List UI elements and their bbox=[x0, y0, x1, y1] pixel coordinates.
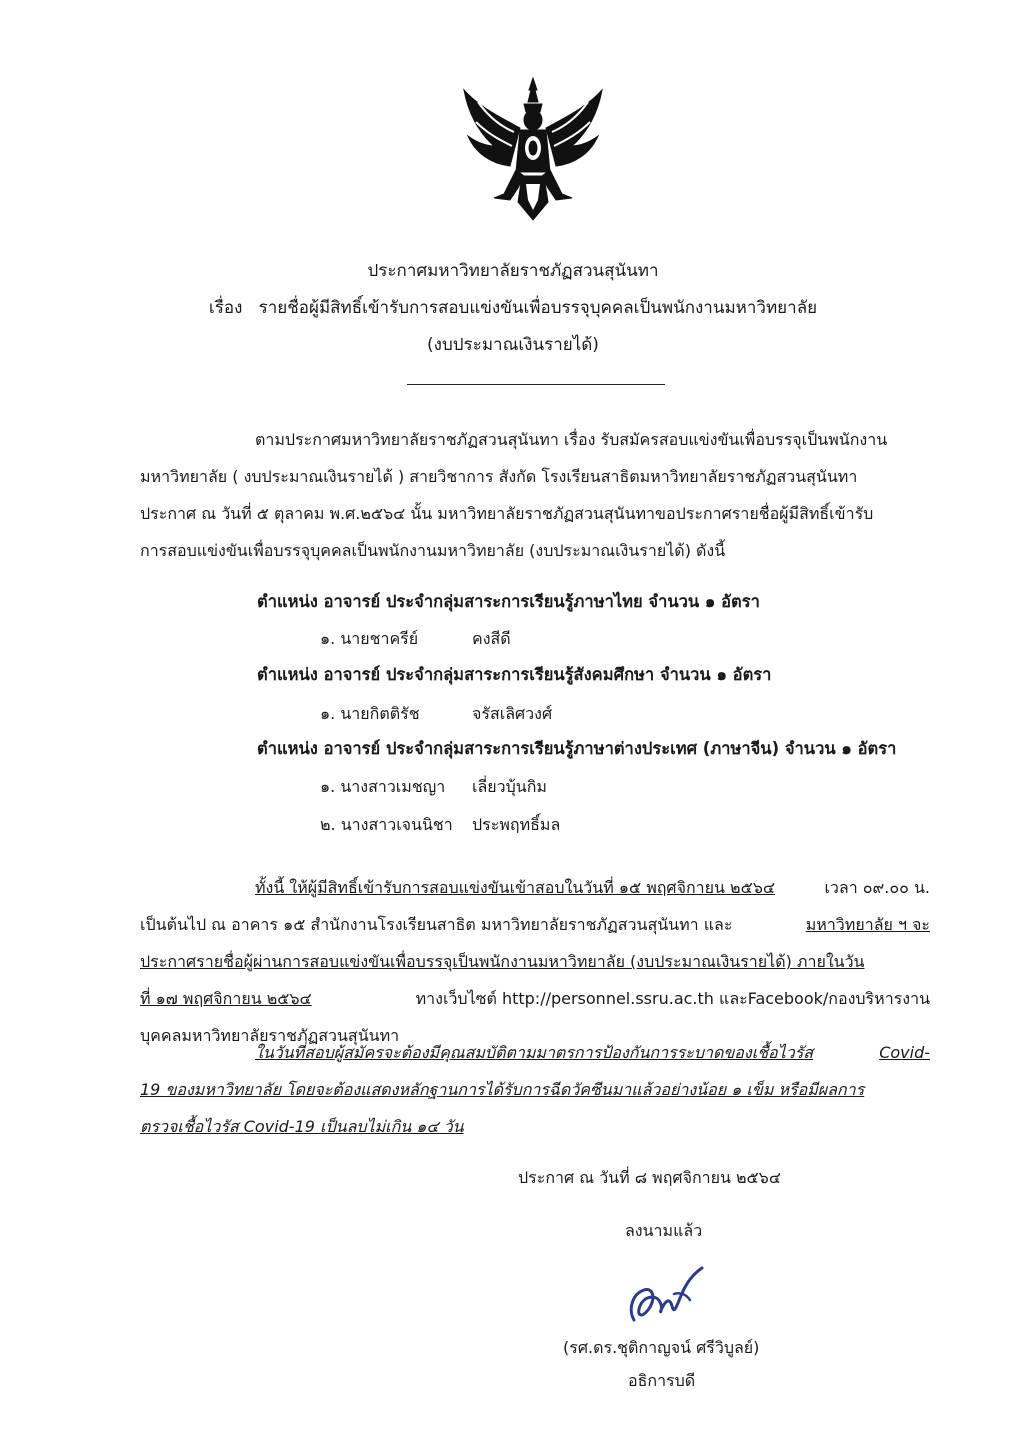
candidate-surname: จรัสเลิศวงศ์ bbox=[472, 704, 553, 723]
subject-label: เรื่อง bbox=[208, 298, 243, 318]
announcement-date: ประกาศ ณ วันที่ ๘ พฤศจิกายน ๒๕๖๔ bbox=[518, 1168, 781, 1187]
header-divider bbox=[407, 384, 665, 385]
signed-note: ลงนามแล้ว bbox=[625, 1221, 703, 1240]
intro-line-4: การสอบแข่งขันเพื่อบรรจุบุคคลเป็นพนักงานมหาวิทยาลัย (งบประมาณเงินรายได้) ดังนี้ bbox=[140, 541, 726, 560]
covid-line-3: ตรวจเชื้อไวรัส Covid-19 เป็นลบไม่เกิน ๑๔ วัน bbox=[140, 1117, 464, 1136]
intro-line-3: ประกาศ ณ วันที่ ๕ ตุลาคม พ.ศ.๒๕๖๔ นั้น มหาวิทยาลัยราชภัฏสวนสุนันทาขอประกาศรายชื่อผู้มีสิทธิ์เข้ารับ bbox=[140, 504, 874, 523]
garuda-emblem-icon bbox=[458, 76, 608, 224]
exam-time-text: เวลา ๐๙.๐๐ น. bbox=[824, 878, 930, 897]
covid-line-2: 19 ของมหาวิทยาลัย โดยจะต้องแสดงหลักฐานการได้รับการฉีดวัคซีนมาแล้วอย่างน้อย ๑ เข็ม หรือมีผลการ bbox=[140, 1080, 865, 1099]
result-date-text: ที่ ๑๗ พฤศจิกายน ๒๕๖๔ bbox=[140, 989, 312, 1008]
candidate-name: ๑. นางสาวเมชญา bbox=[320, 777, 446, 796]
candidate-name: ๑. นายกิตติรัช bbox=[320, 704, 420, 723]
subject-line bbox=[0, 297, 1026, 319]
intro-line-2: มหาวิทยาลัย ( งบประมาณเงินรายได้ ) สายวิชาการ สังกัด โรงเรียนสาธิตมหาวิทยาลัยราชภัฏสวนสุนันทา bbox=[140, 467, 858, 486]
exam-paragraph bbox=[140, 869, 930, 1054]
covid-paragraph bbox=[140, 1034, 930, 1145]
announcement-title: ประกาศมหาวิทยาลัยราชภัฏสวนสุนันทา bbox=[367, 261, 659, 281]
exam-venue-text: เป็นต้นไป ณ อาคาร ๑๕ สำนักงานโรงเรียนสาธิต มหาวิทยาลัยราชภัฏสวนสุนันทา และ bbox=[140, 915, 733, 934]
exam-line-5: บุคคลมหาวิทยาลัยราชภัฏสวนสุนันทา bbox=[140, 1026, 400, 1045]
signature-icon bbox=[610, 1254, 720, 1332]
candidate-name: ๑. นายชาครีย์ bbox=[320, 629, 419, 648]
position-title-social: ตำแหน่ง อาจารย์ ประจำกลุ่มสาระการเรียนรู้สังคมศึกษา จำนวน ๑ อัตรา bbox=[257, 665, 772, 684]
result-channel-text: ทางเว็บไซต์ http://personnel.ssru.ac.th และFacebook/กองบริหารงาน bbox=[415, 989, 930, 1008]
candidate-surname: คงสีดี bbox=[472, 629, 511, 648]
candidate-surname: เลี่ยวบุ้นกิม bbox=[472, 777, 547, 796]
covid-line-1 bbox=[140, 1034, 930, 1071]
signer-role: อธิการบดี bbox=[628, 1371, 696, 1390]
intro-line-1: ตามประกาศมหาวิทยาลัยราชภัฏสวนสุนันทา เรื่อง รับสมัครสอบแข่งขันเพื่อบรรจุเป็นพนักงาน bbox=[255, 430, 888, 449]
intro-paragraph bbox=[140, 421, 930, 569]
subject-note: (งบประมาณเงินรายได้) bbox=[427, 335, 599, 355]
exam-line-3: ประกาศรายชื่อผู้ผ่านการสอบแข่งขันเพื่อบรรจุเป็นพนักงานมหาวิทยาลัย (งบประมาณเงินรายได้) ภายในวัน bbox=[140, 952, 865, 971]
position-title-chinese: ตำแหน่ง อาจารย์ ประจำกลุ่มสาระการเรียนรู้ภาษาต่างประเทศ (ภาษาจีน) จำนวน ๑ อัตรา bbox=[257, 739, 897, 758]
candidate-name: ๒. นางสาวเจนนิชา bbox=[320, 815, 453, 834]
candidate-surname: ประพฤทธิ์มล bbox=[472, 815, 561, 834]
exam-notice-text: มหาวิทยาลัย ฯ จะ bbox=[805, 915, 930, 934]
exam-line-1 bbox=[140, 869, 930, 906]
covid-text-2: Covid- bbox=[879, 1043, 930, 1062]
covid-text-1: ในวันที่สอบผู้สมัครจะต้องมีคุณสมบัติตามมาตรการป้องกันการระบาดของเชื้อไวรัส bbox=[255, 1043, 814, 1062]
exam-date-text: ทั้งนี้ ให้ผู้มีสิทธิ์เข้ารับการสอบแข่งขันเข้าสอบในวันที่ ๑๕ พฤศจิกายน ๒๕๖๔ bbox=[255, 878, 775, 897]
exam-line-4 bbox=[140, 980, 930, 1017]
signer-name: (รศ.ดร.ชุติกาญจน์ ศรีวิบูลย์) bbox=[563, 1338, 760, 1357]
exam-line-2 bbox=[140, 906, 930, 943]
position-title-thai: ตำแหน่ง อาจารย์ ประจำกลุ่มสาระการเรียนรู้ภาษาไทย จำนวน ๑ อัตรา bbox=[257, 592, 760, 611]
subject-text: รายชื่อผู้มีสิทธิ์เข้ารับการสอบแข่งขันเพื่อบรรจุบุคคลเป็นพนักงานมหาวิทยาลัย bbox=[258, 298, 818, 318]
